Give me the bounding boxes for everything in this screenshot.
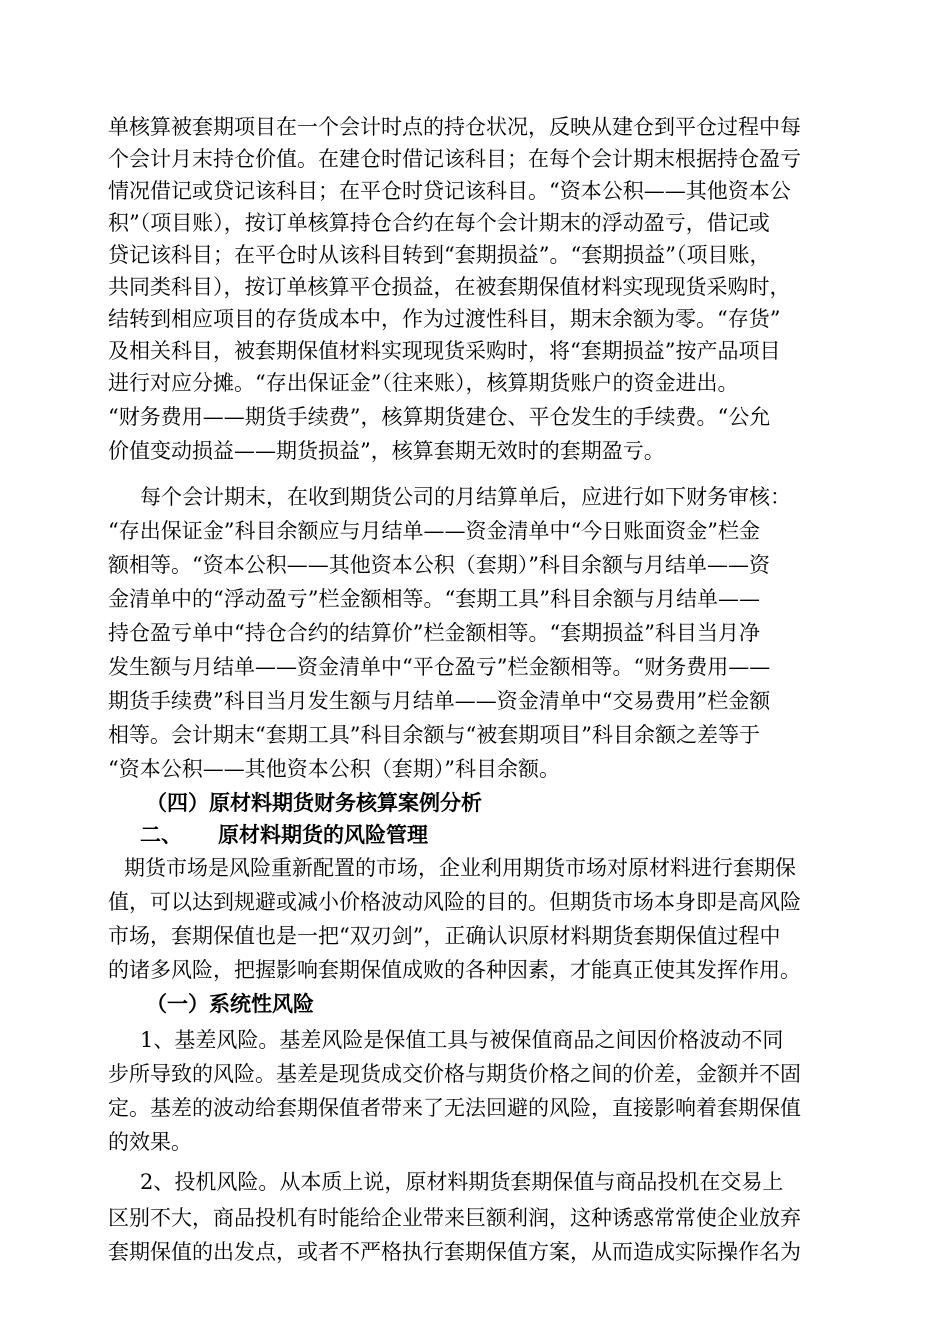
section-title: 原材料期货的风险管理	[218, 823, 428, 847]
paragraph-line: “财务费用——期货手续费”，核算期货建仓、平仓发生的手续费。“公允	[108, 405, 771, 429]
paragraph-line: 价值变动损益——期货损益”，核算套期无效时的套期盈亏。	[108, 439, 665, 463]
paragraph-line: “存出保证金”科目余额应与月结单——资金清单中“今日账面资金”栏金	[108, 519, 760, 543]
paragraph-line: 个会计月末持仓价值。在建仓时借记该科目；在每个会计期末根据持仓盈亏	[108, 147, 801, 171]
paragraph-line: 期货手续费”科目当月发生额与月结单——资金清单中“交易费用”栏金额	[108, 689, 771, 713]
paragraph-line: 贷记该科目；在平仓时从该科目转到“套期损益”。“套期损益”（项目账，	[108, 243, 771, 267]
paragraph-line: 进行对应分摊。“存出保证金”（往来账），核算期货账户的资金进出。	[108, 371, 739, 395]
subsection-heading: （一）系统性风险	[146, 992, 314, 1016]
paragraph-line: 结转到相应项目的存货成本中，作为过渡性科目，期末余额为零。“存货”	[108, 307, 781, 331]
paragraph-line: 区别不大，商品投机有时能给企业带来巨额利润，这种诱惑常常使企业放弃	[108, 1206, 801, 1230]
paragraph-line: 的效果。	[108, 1130, 192, 1154]
section-number: 二、	[140, 823, 182, 847]
paragraph-line: 共同类科目），按订单核算平仓损益，在被套期保值材料实现现货采购时，	[108, 275, 791, 299]
paragraph-line: 期货市场是风险重新配置的市场，企业利用期货市场对原材料进行套期保	[124, 856, 796, 880]
subsection-heading: （四）原材料期货财务核算案例分析	[146, 791, 482, 815]
paragraph-line: 相等。会计期末“套期工具”科目余额与“被套期项目”科目余额之差等于	[108, 723, 760, 747]
paragraph-line: “资本公积——其他资本公积（套期）”科目余额。	[108, 757, 560, 781]
paragraph-line: 积”（项目账），按订单核算持仓合约在每个会计期末的浮动盈亏，借记或	[108, 211, 770, 235]
paragraph-line: 市场，套期保值也是一把“双刃剑”，正确认识原材料期货套期保值过程中	[108, 924, 781, 948]
paragraph-line: 套期保值的出发点，或者不严格执行套期保值方案，从而造成实际操作名为	[108, 1240, 801, 1264]
paragraph-line: 情况借记或贷记该科目；在平仓时贷记该科目。“资本公积——其他资本公	[108, 179, 791, 203]
paragraph-line: 2、投机风险。从本质上说，原材料期货套期保值与商品投机在交易上	[140, 1170, 784, 1194]
paragraph-line: 发生额与月结单——资金清单中“平仓盈亏”栏金额相等。“财务费用——	[108, 655, 771, 679]
paragraph-line: 持仓盈亏单中“持仓合约的结算价”栏金额相等。“套期损益”科目当月净	[108, 621, 760, 645]
paragraph-line: 值，可以达到规避或减小价格波动风险的目的。但期货市场本身即是高风险	[108, 890, 801, 914]
paragraph-line: 单核算被套期项目在一个会计时点的持仓状况，反映从建仓到平仓过程中每	[108, 115, 801, 139]
paragraph-line: 每个会计期末，在收到期货公司的月结算单后，应进行如下财务审核：	[140, 485, 791, 509]
paragraph-line: 额相等。“资本公积——其他资本公积（套期）”科目余额与月结单——资	[108, 553, 770, 577]
paragraph-line: 步所导致的风险。基差是现货成交价格与期货价格之间的价差，金额并不固	[108, 1062, 801, 1086]
paragraph-line: 的诸多风险，把握影响套期保值成败的各种因素，才能真正使其发挥作用。	[108, 958, 801, 982]
paragraph-line: 1、基差风险。基差风险是保值工具与被保值商品之间因价格波动不同	[140, 1028, 784, 1052]
paragraph-line: 及相关科目，被套期保值材料实现现货采购时，将“套期损益”按产品项目	[108, 339, 781, 363]
paragraph-line: 定。基差的波动给套期保值者带来了无法回避的风险，直接影响着套期保值	[108, 1096, 801, 1120]
paragraph-line: 金清单中的“浮动盈亏”栏金额相等。“套期工具”科目余额与月结单——	[108, 587, 760, 611]
